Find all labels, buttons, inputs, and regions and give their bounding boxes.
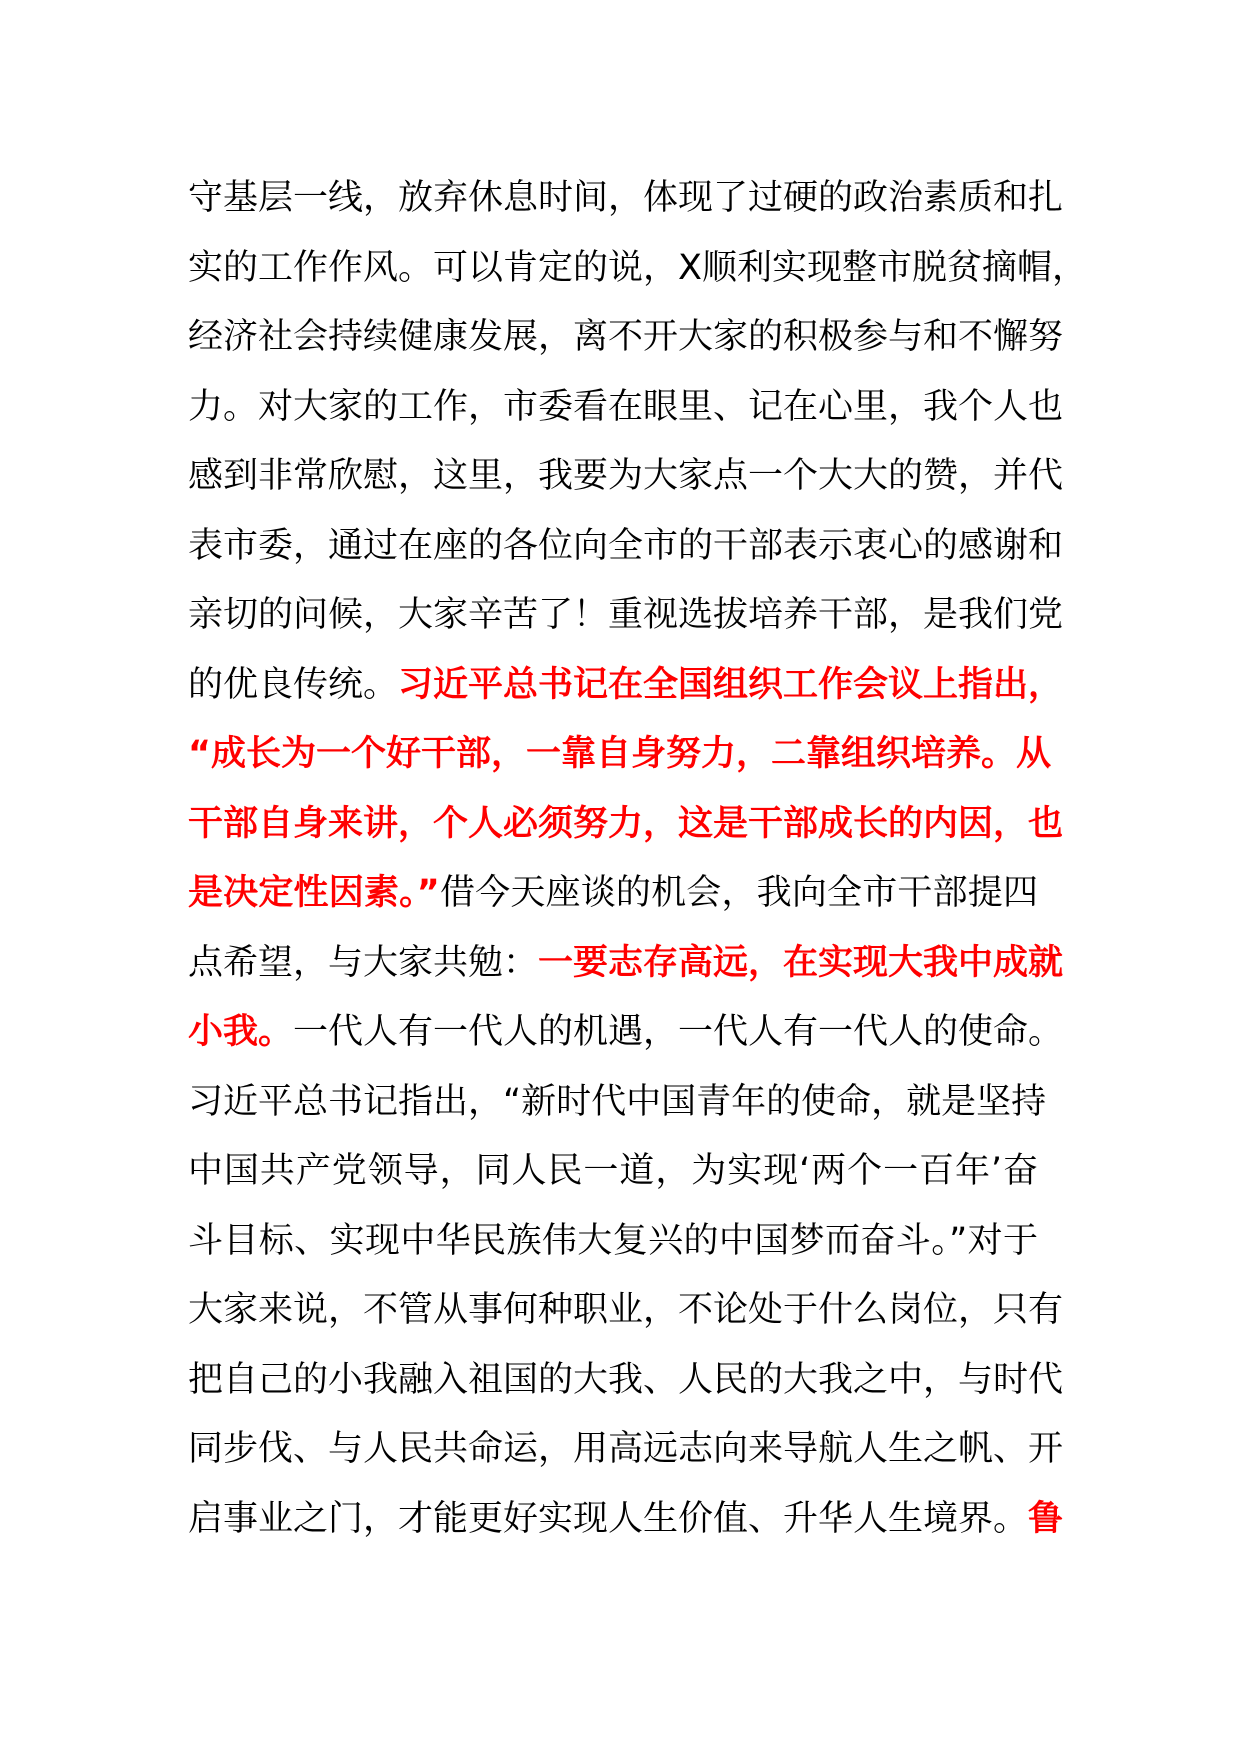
text-line	[188, 512, 1064, 582]
body-text-run: 一代人有一代人的机遇，一代人有一代人的使命。	[293, 1012, 1064, 1052]
emphasis-text: 鲁	[1028, 1498, 1064, 1539]
body-text-run: 启事业之门，才能更好实现人生价值、升华人生境界。	[188, 1498, 1029, 1539]
text-line	[188, 373, 1064, 443]
text-line	[188, 1485, 1064, 1555]
body-text-run: 实的工作作风。可以肯定的说，X顺利实现整市脱贫摘帽，	[188, 247, 1087, 288]
emphasis-text: 干部自身来讲，个人必须努力，这是干部成长的内因，也	[188, 803, 1064, 844]
text-line	[188, 303, 1064, 373]
emphasis-text: 是决定性因素。”	[188, 873, 440, 913]
text-line	[188, 1137, 1038, 1207]
text-line	[188, 929, 1064, 999]
emphasis-text: “成长为一个好干部，一靠自身努力，二靠组织培养。从	[188, 734, 1052, 774]
text-line	[188, 1276, 1064, 1346]
text-line	[188, 581, 1064, 651]
text-line	[188, 1346, 1064, 1416]
emphasis-text: 习近平总书记在全国组织工作会议上指出，	[398, 664, 1064, 705]
emphasis-text: 小我。	[188, 1012, 294, 1052]
text-line	[188, 859, 1038, 929]
text-line	[188, 234, 1087, 304]
text-line	[188, 164, 1064, 234]
text-line	[188, 1415, 1064, 1485]
body-text-run: 力。对大家的工作，市委看在眼里、记在心里，我个人也	[188, 386, 1064, 427]
body-text-run: 经济社会持续健康发展，离不开大家的积极参与和不懈努	[188, 317, 1064, 357]
body-text-run: 中国共产党领导，同人民一道，为实现‘两个一百年’奋	[188, 1151, 1038, 1191]
text-line	[188, 651, 1064, 721]
body-text-run: 的优良传统。	[188, 664, 399, 705]
body-text-run: 表市委，通过在座的各位向全市的干部表示衷心的感谢和	[188, 525, 1064, 566]
body-text-run: 习近平总书记指出，“新时代中国青年的使命，就是坚持	[188, 1081, 1047, 1122]
body-text-run: 斗目标、实现中华民族伟大复兴的中国梦而奋斗。”对于	[188, 1220, 1038, 1261]
body-text-run: 同步伐、与人民共命运，用高远志向来导航人生之帆、开	[188, 1429, 1064, 1469]
body-text-run: 把自己的小我融入祖国的大我、人民的大我之中，与时代	[188, 1359, 1064, 1400]
text-line	[188, 442, 1064, 512]
text-line	[188, 998, 1064, 1068]
text-line	[188, 720, 1052, 790]
body-text-run: 点希望，与大家共勉：	[188, 942, 539, 983]
body-text-run: 借今天座谈的机会，我向全市干部提四	[439, 873, 1038, 913]
body-text	[188, 164, 1087, 1554]
body-text-run: 大家来说，不管从事何种职业，不论处于什么岗位，只有	[188, 1290, 1064, 1330]
body-text-run: 守基层一线，放弃休息时间，体现了过硬的政治素质和扎	[188, 178, 1064, 218]
text-line	[188, 790, 1064, 860]
body-text-run: 感到非常欣慰，这里，我要为大家点一个大大的赞，并代	[188, 456, 1064, 496]
text-line	[188, 1207, 1038, 1277]
body-text-run: 亲切的问候，大家辛苦了！重视选拔培养干部，是我们党	[188, 595, 1064, 635]
text-line	[188, 1068, 1047, 1138]
emphasis-text: 一要志存高远，在实现大我中成就	[538, 942, 1064, 983]
